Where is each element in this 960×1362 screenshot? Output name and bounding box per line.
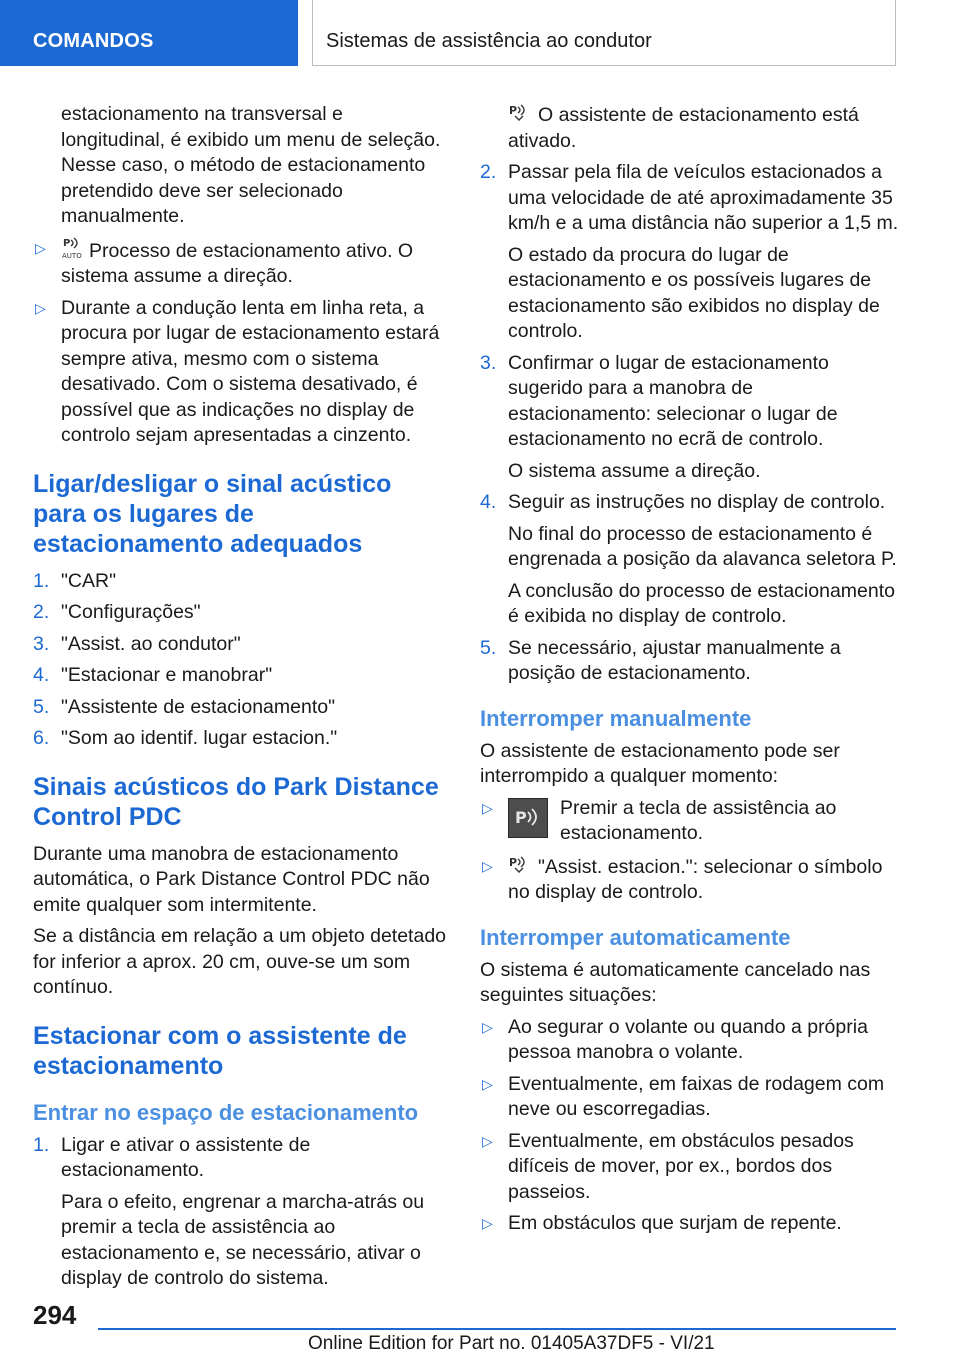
menu-path-item: 6. "Som ao identif. lugar estacion.": [33, 727, 338, 749]
menu-path-item: 4. "Estacionar e manobrar": [33, 664, 273, 686]
park-assist-button-icon: [508, 798, 548, 838]
park-assist-auto-icon: [61, 236, 83, 260]
step1-continuation: P O assistente de estacionamento está ativado.: [508, 104, 859, 152]
step-item: 4. Seguir as instruções no display de controlo. No final do processo de estacionamento é engrenada a posição da alavanca seletora P. A conclusão do processo de estacionamento é exibida no display de controlo.: [480, 491, 897, 627]
park-assist-icon: [508, 854, 532, 876]
menu-path-item: 2. "Configurações": [33, 601, 201, 623]
step-item: 2. Passar pela fila de veículos estacionados a uma velocidade de até aproximadamente 35 km/h e a uma distância não superior a 1,5 m. O estado da procura do lugar de estacionamento e os possíveis lugares de estacionamento são exibidos no display de controlo.: [480, 161, 899, 342]
park-assist-icon: [508, 102, 532, 124]
heading-interrupt-manual: Interromper manualmente: [480, 705, 752, 731]
heading-pdc-signals: Sinais acústicos do Park Distance Control PDC: [33, 772, 439, 831]
menu-path-item: 1. "CAR": [33, 569, 117, 592]
bullet-item: ▷ Eventualmente, em faixas de rodagem com neve ou escorregadias.: [482, 1072, 885, 1120]
bullet-triangle-icon: ▷: [482, 1018, 493, 1035]
bullet-item: [33, 236, 451, 290]
heading-interrupt-auto: Interromper automaticamente: [480, 924, 791, 950]
header-section-tab: [0, 0, 298, 66]
bullet-item: [480, 796, 900, 848]
intro-paragraph: estacionamento na transversal e longitudinal, é exibido um menu de seleção. Nesse caso, o método de estacionamento pretendido deve ser selecionado manualmente.: [61, 103, 441, 227]
bullet-triangle-icon: ▷: [35, 299, 46, 316]
manual-paragraph: O assistente de estacionamento pode ser interrompido a qualquer momento:: [480, 739, 840, 787]
bullet-triangle-icon: ▷: [482, 1132, 493, 1149]
svg-text:P: P: [509, 104, 518, 117]
header-chapter-label: Sistemas de assistência ao condutor: [326, 30, 652, 52]
pdc-paragraph-2: Se a distância em relação a um objeto detetado for inferior a aprox. 20 cm, ouve-se um som contínuo.: [33, 925, 447, 998]
bullet-text: "Assist. estacion.": selecionar o símbolo no display de controlo.: [508, 855, 883, 903]
bullet-text: Processo de estacionamento ativo. O sistema assume a direção.: [61, 239, 414, 287]
park-assist-auto-icon-label: AUTO: [62, 251, 82, 260]
bullet-item: ▷ Ao segurar o volante ou quando a própria pessoa manobra o volante.: [482, 1015, 868, 1063]
heading-acoustic-signal: Ligar/desligar o sinal acústico para os lugares de estacionamento adequados: [33, 469, 392, 558]
right-column: [480, 102, 900, 1243]
header-section-label: COMANDOS: [33, 30, 154, 52]
bullet-text: Durante a condução lenta em linha reta, a procura por lugar de estacionamento estará sempre ativa, mesmo com o sistema desativado. Com o sistema desativado, é possível que as indicações no display de controlo sejam apresentadas a cinzento.: [61, 296, 440, 446]
step-item: 3. Confirmar o lugar de estacionamento sugerido para a manobra de estacionamento: selecionar o lugar de estacionamento no ecrã de controlo. O sistema assume a direção.: [480, 351, 838, 482]
bullet-triangle-icon: ▷: [482, 799, 493, 816]
svg-text:P: P: [63, 237, 71, 249]
footer-edition: Online Edition for Part no. 01405A37DF5 - VI/21: [308, 1333, 715, 1354]
bullet-triangle-icon: ▷: [482, 857, 493, 874]
heading-park-with-assistant: Estacionar com o assistente de estacionamento: [33, 1021, 407, 1080]
bullet-item: [33, 296, 451, 449]
step-item: 5. Se necessário, ajustar manualmente a posição de estacionamento.: [480, 636, 841, 684]
bullet-item: ▷ Em obstáculos que surjam de repente.: [480, 1211, 900, 1237]
step-item: 1. Ligar e ativar o assistente de estacionamento. Para o efeito, engrenar a marcha-atrás ou premir a tecla de assistência ao estacionamento e, se necessário, ativar o display de controlo do sistema.: [33, 1133, 425, 1289]
footer-divider: [98, 1328, 896, 1330]
bullet-item: [480, 854, 900, 906]
menu-path-item: 3. "Assist. ao condutor": [33, 632, 241, 655]
bullet-triangle-icon: ▷: [35, 239, 46, 256]
svg-text:P: P: [509, 855, 518, 869]
svg-text:P: P: [515, 807, 527, 827]
bullet-triangle-icon: ▷: [482, 1215, 493, 1231]
auto-paragraph: O sistema é automaticamente cancelado nas seguintes situações:: [480, 958, 871, 1006]
menu-path-item: 5. "Assistente de estacionamento": [33, 695, 335, 718]
menu-path-list: [33, 569, 451, 752]
left-column: [33, 102, 451, 1298]
bullet-item: ▷ Eventualmente, em obstáculos pesados difíceis de mover, por ex., bordos dos passeios.: [482, 1129, 854, 1203]
header-chapter-tab: [312, 0, 896, 66]
pdc-paragraph-1: Durante uma manobra de estacionamento automática, o Park Distance Control PDC não emite qualquer som intermitente.: [33, 842, 430, 916]
page-number: 294: [33, 1300, 77, 1330]
bullet-text: Premir a tecla de assistência ao estacionamento.: [560, 796, 837, 844]
bullet-triangle-icon: ▷: [482, 1075, 493, 1092]
heading-enter-space: Entrar no espaço de estacionamento: [33, 1099, 419, 1125]
